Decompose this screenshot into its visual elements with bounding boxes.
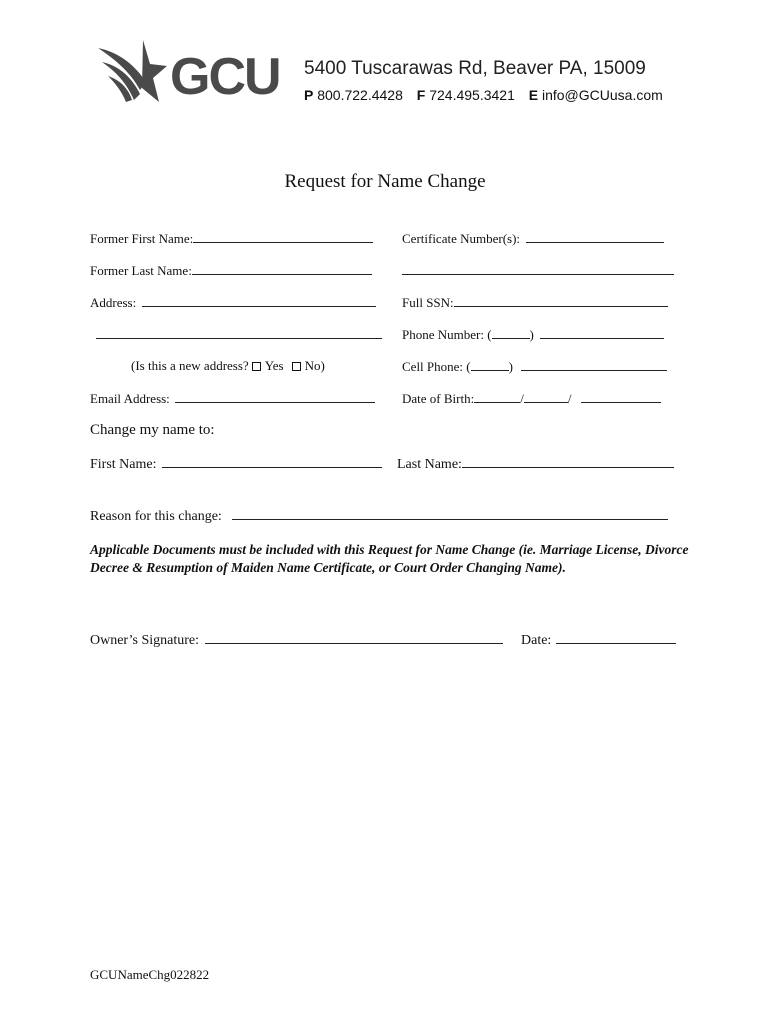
email-address-label: Email Address: [90, 391, 170, 406]
cell-phone-field[interactable] [521, 358, 667, 371]
dob-separator-2: / [567, 391, 572, 406]
dob-day-field[interactable] [524, 390, 568, 403]
cell-phone-row [402, 358, 667, 375]
no-checkbox[interactable] [292, 362, 301, 371]
address-field[interactable] [142, 294, 376, 307]
yes-label: Yes [264, 358, 284, 373]
dob-year-field[interactable] [581, 390, 661, 403]
certificate-numbers-label: Certificate Number(s): [402, 231, 521, 246]
email-address-row [90, 390, 375, 407]
new-last-name-field[interactable] [462, 455, 674, 468]
date-of-birth-row [402, 390, 661, 407]
email-address: info@GCUusa.com [541, 87, 663, 103]
cell-close-paren: ) [508, 359, 513, 374]
phone-area-code-field[interactable] [492, 326, 530, 339]
date-row [521, 631, 676, 649]
former-last-name-field[interactable] [192, 262, 372, 275]
address-line-2-field[interactable] [96, 326, 382, 339]
dob-separator-1: / [520, 391, 524, 406]
form-code: GCUNameChg022822 [90, 967, 210, 982]
new-first-name-row [90, 455, 382, 473]
new-last-name-label: Last Name: [397, 457, 462, 472]
brand-logotype: GCU [170, 48, 280, 106]
former-last-name-label: Former Last Name: [90, 263, 192, 278]
full-ssn-label: Full SSN: [402, 295, 454, 310]
yes-checkbox[interactable] [252, 362, 261, 371]
fax-number: 724.495.3421 [429, 87, 515, 103]
reason-row [90, 507, 668, 525]
new-first-name-label: First Name: [90, 457, 157, 472]
phone-number: 800.722.4428 [317, 87, 403, 103]
new-first-name-field[interactable] [162, 455, 382, 468]
phone-number-field[interactable] [540, 326, 664, 339]
cell-phone-label: Cell Phone: ( [402, 359, 471, 374]
company-address: 5400 Tuscarawas Rd, Beaver PA, 15009 [304, 58, 646, 79]
date-label: Date: [521, 633, 552, 648]
reason-field[interactable] [232, 507, 668, 520]
email-address-field[interactable] [175, 390, 375, 403]
phone-label: P [304, 87, 314, 103]
email-label: E [528, 87, 539, 103]
owner-signature-field[interactable] [205, 631, 503, 644]
applicable-documents-notice: Applicable Documents must be included with this Request for Name Change (ie. Marriage License, Divorce Decree & Resumption of Maiden Name Certificate, or Court Order Changing Name). [90, 542, 689, 575]
owner-signature-label: Owner’s Signature: [90, 633, 199, 648]
new-address-question: (Is this a new address? [131, 358, 249, 373]
date-field[interactable] [556, 631, 676, 644]
former-last-name-row [90, 262, 372, 279]
gcu-star-logo-icon [96, 38, 168, 104]
phone-number-row [402, 326, 664, 343]
address-line-2-row [96, 326, 382, 343]
reason-label: Reason for this change: [90, 509, 222, 524]
phone-number-label: Phone Number: ( [402, 327, 492, 342]
cell-area-code-field[interactable] [471, 358, 509, 371]
signature-row [90, 631, 503, 649]
contact-line [304, 86, 663, 104]
address-label: Address: [90, 295, 137, 310]
fax-label: F [416, 87, 426, 103]
new-address-row [131, 358, 325, 374]
change-name-heading: Change my name to: [90, 422, 215, 438]
former-first-name-label: Former First Name: [90, 231, 194, 246]
dob-month-field[interactable] [474, 390, 520, 403]
no-label: No) [304, 358, 325, 373]
certificate-numbers-extra-field[interactable] [402, 262, 674, 275]
full-ssn-row [402, 294, 668, 311]
former-first-name-row [90, 230, 373, 247]
form-title: Request for Name Change [284, 171, 486, 192]
address-row [90, 294, 376, 311]
certificate-numbers-field[interactable] [526, 230, 664, 243]
full-ssn-field[interactable] [454, 294, 668, 307]
date-of-birth-label: Date of Birth: [402, 391, 475, 406]
certificate-numbers-extra-row [402, 262, 674, 279]
certificate-numbers-row [402, 230, 664, 247]
phone-close-paren: ) [529, 327, 534, 342]
former-first-name-field[interactable] [193, 230, 373, 243]
new-last-name-row [397, 455, 674, 473]
